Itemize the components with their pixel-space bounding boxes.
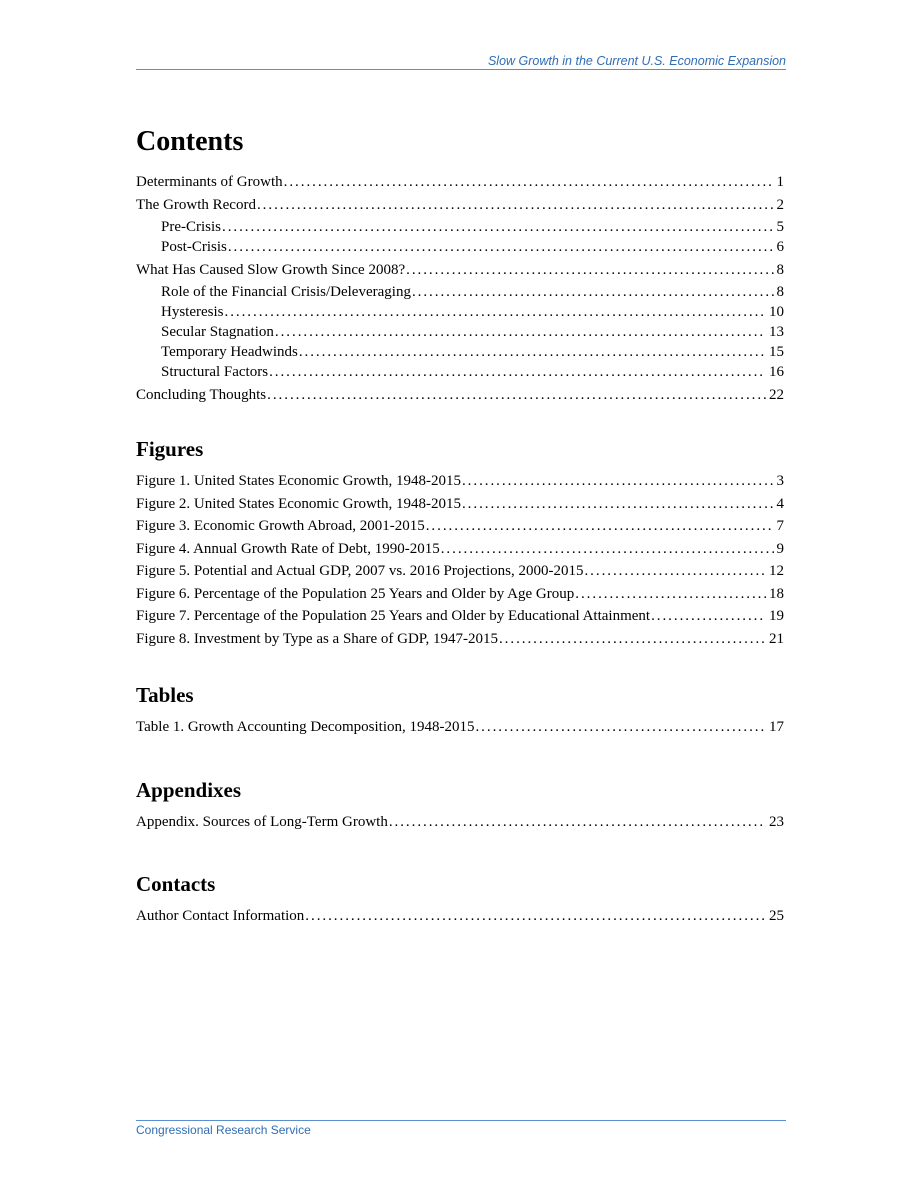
toc-entry-page: 8 (776, 262, 784, 278)
table-entry[interactable] (136, 716, 784, 739)
dot-leader (462, 493, 774, 516)
toc-entry-page: 4 (776, 495, 784, 512)
appendixes-heading: Appendixes (136, 777, 242, 802)
toc-entry[interactable] (136, 171, 784, 194)
dot-leader (267, 384, 766, 407)
dot-leader (305, 905, 766, 928)
tables-heading: Tables (136, 683, 194, 707)
toc-subentry[interactable] (136, 237, 784, 257)
toc-entry-page: 17 (769, 719, 784, 735)
toc-entry-title: Figure 2. United States Economic Growth, 1948-2015 (136, 495, 461, 512)
contents-heading: Contents (136, 126, 244, 157)
toc-entry-page: 16 (769, 364, 784, 380)
dot-leader (284, 171, 774, 194)
toc-entry-title: Hysteresis (161, 304, 224, 320)
figure-entry[interactable] (136, 515, 784, 538)
appendixes-section (136, 776, 784, 834)
toc-subentry[interactable] (136, 362, 784, 382)
dot-leader (475, 716, 766, 739)
toc-subentry[interactable] (136, 342, 784, 362)
toc-entry-title: Temporary Headwinds (161, 344, 298, 360)
figures-heading: Figures (136, 437, 204, 461)
figure-entry[interactable] (136, 493, 784, 516)
figure-entry[interactable] (136, 560, 784, 583)
toc-entry-title: Figure 7. Percentage of the Population 25 Years and Older by Educational Attainment (136, 608, 651, 624)
toc-entry-page: 1 (776, 174, 784, 190)
toc-entry-title: What Has Caused Slow Growth Since 2008? (136, 262, 406, 278)
toc-entry[interactable] (136, 384, 784, 407)
contacts-section (136, 870, 784, 928)
toc-entry-title: Post-Crisis (161, 239, 227, 255)
toc-entry-page: 7 (776, 518, 784, 534)
toc-entry-page: 23 (769, 813, 784, 830)
toc-entry-title: Figure 5. Potential and Actual GDP, 2007 vs. 2016 Projections, 2000-2015 (136, 563, 584, 579)
toc-entry[interactable] (136, 194, 784, 217)
figure-entry[interactable] (136, 605, 784, 628)
toc-entry-page: 12 (769, 563, 784, 579)
toc-subentry[interactable] (136, 322, 784, 342)
toc-entry-title: Concluding Thoughts (136, 387, 267, 403)
toc-entry-page: 6 (776, 239, 784, 255)
appendix-entry[interactable] (136, 811, 784, 834)
figure-entry[interactable] (136, 583, 784, 606)
toc-entry-page: 2 (776, 197, 784, 213)
dot-leader (257, 194, 774, 217)
toc-entry-title: Figure 1. United States Economic Growth, 1948-2015 (136, 473, 461, 489)
dot-leader (426, 515, 774, 538)
dot-leader (441, 538, 774, 561)
toc-entry-page: 22 (769, 387, 784, 403)
figures-list (136, 470, 784, 650)
figures-section (136, 435, 784, 650)
appendixes-list (136, 811, 784, 834)
toc-entry-title: Secular Stagnation (161, 324, 274, 340)
toc-entry-title: Role of the Financial Crisis/Deleveraging (161, 284, 411, 300)
toc-entry-page: 13 (769, 324, 784, 340)
dot-leader (575, 583, 766, 606)
toc-entry-title: Determinants of Growth (136, 174, 283, 190)
toc-entry-page: 25 (769, 908, 784, 924)
toc-entry-title: Figure 4. Annual Growth Rate of Debt, 1990-2015 (136, 540, 440, 557)
toc-entry-page: 18 (769, 585, 784, 602)
running-footer: Congressional Research Service (136, 1123, 311, 1137)
dot-leader (299, 342, 766, 362)
dot-leader (462, 470, 774, 493)
dot-leader (228, 237, 774, 257)
figure-entry[interactable] (136, 538, 784, 561)
dot-leader (412, 282, 774, 302)
toc-subentry[interactable] (136, 217, 784, 237)
footer-divider (136, 1120, 786, 1121)
dot-leader (499, 628, 766, 651)
dot-leader (584, 560, 766, 583)
toc-entry-page: 10 (769, 304, 784, 320)
toc-entry-title: Table 1. Growth Accounting Decomposition, 1948-2015 (136, 719, 475, 735)
contact-entry[interactable] (136, 905, 784, 928)
toc-entry[interactable] (136, 259, 784, 282)
toc-entry-title: The Growth Record (136, 197, 256, 213)
contents-list (136, 171, 784, 407)
running-header: Slow Growth in the Current U.S. Economic Expansion (487, 54, 786, 68)
dot-leader (222, 217, 774, 237)
tables-list (136, 716, 784, 739)
table-of-contents (136, 124, 784, 928)
toc-entry-page: 15 (769, 344, 784, 360)
figure-entry[interactable] (136, 628, 784, 651)
dot-leader (225, 302, 767, 322)
dot-leader (651, 605, 766, 628)
header-divider (136, 69, 786, 70)
tables-section (136, 681, 784, 739)
contacts-heading: Contacts (136, 872, 216, 896)
toc-entry-title: Author Contact Information (136, 908, 305, 924)
contacts-list (136, 905, 784, 928)
toc-entry-title: Figure 3. Economic Growth Abroad, 2001-2015 (136, 518, 425, 534)
toc-entry-page: 8 (776, 284, 784, 300)
toc-subentry[interactable] (136, 282, 784, 302)
toc-entry-page: 19 (769, 608, 784, 624)
toc-entry-page: 21 (769, 630, 784, 647)
toc-entry-title: Appendix. Sources of Long-Term Growth (136, 813, 388, 830)
toc-subentry[interactable] (136, 302, 784, 322)
toc-entry-page: 5 (776, 219, 784, 235)
toc-entry-title: Structural Factors (161, 364, 269, 380)
toc-entry-page: 9 (776, 540, 784, 557)
dot-leader (269, 362, 766, 382)
toc-entry-page: 3 (776, 473, 784, 489)
dot-leader (406, 259, 773, 282)
dot-leader (389, 811, 766, 834)
figure-entry[interactable] (136, 470, 784, 493)
toc-entry-title: Figure 6. Percentage of the Population 25 Years and Older by Age Group (136, 585, 575, 602)
dot-leader (275, 322, 766, 342)
toc-entry-title: Figure 8. Investment by Type as a Share of GDP, 1947-2015 (136, 630, 498, 647)
toc-entry-title: Pre-Crisis (161, 219, 221, 235)
